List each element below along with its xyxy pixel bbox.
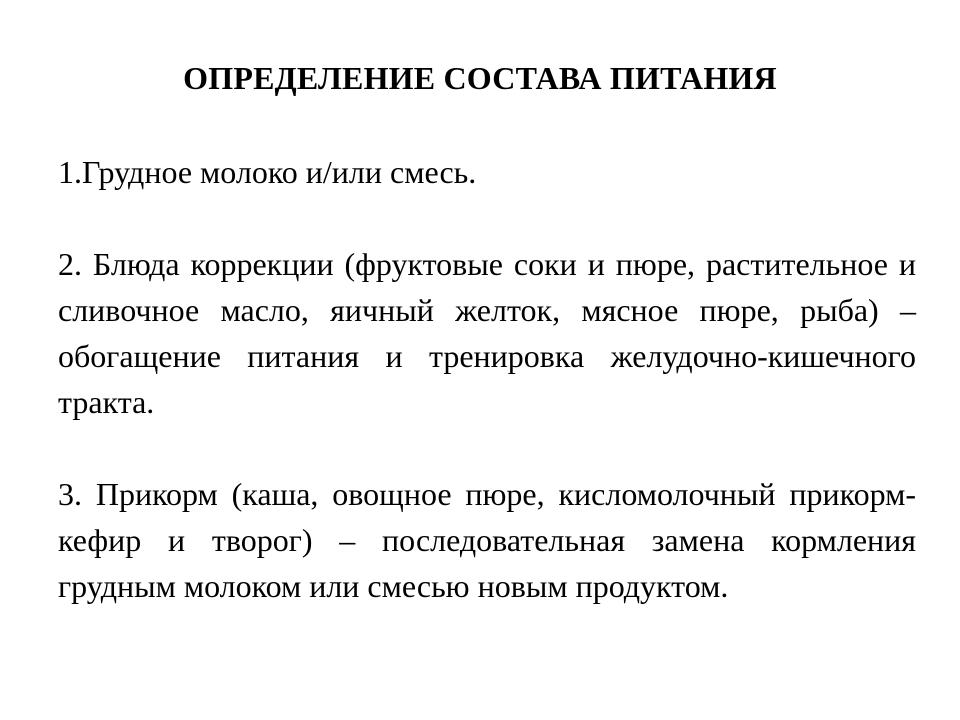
- list-item-breast-milk: 1.Грудное молоко и/или смесь.: [58, 154, 477, 190]
- list-item-complementary-food: 3. Прикорм (каша, овощное пюре, кисломолочный прикорм- кефир и творог) – последовательная замена кормления грудным молоком или смесью новым продуктом.: [58, 476, 916, 604]
- list-item-correction-dishes: 2. Блюда коррекции (фруктовые соки и пюре, растительное и сливочное масло, яичный желток, мясное пюре, рыба) – обогащение питания и тренировка желудочно-кишечного тракта.: [58, 246, 916, 420]
- slide-body: [58, 149, 916, 655]
- slide-title: ОПРЕДЕЛЕНИЕ СОСТАВА ПИТАНИЯ: [183, 60, 777, 96]
